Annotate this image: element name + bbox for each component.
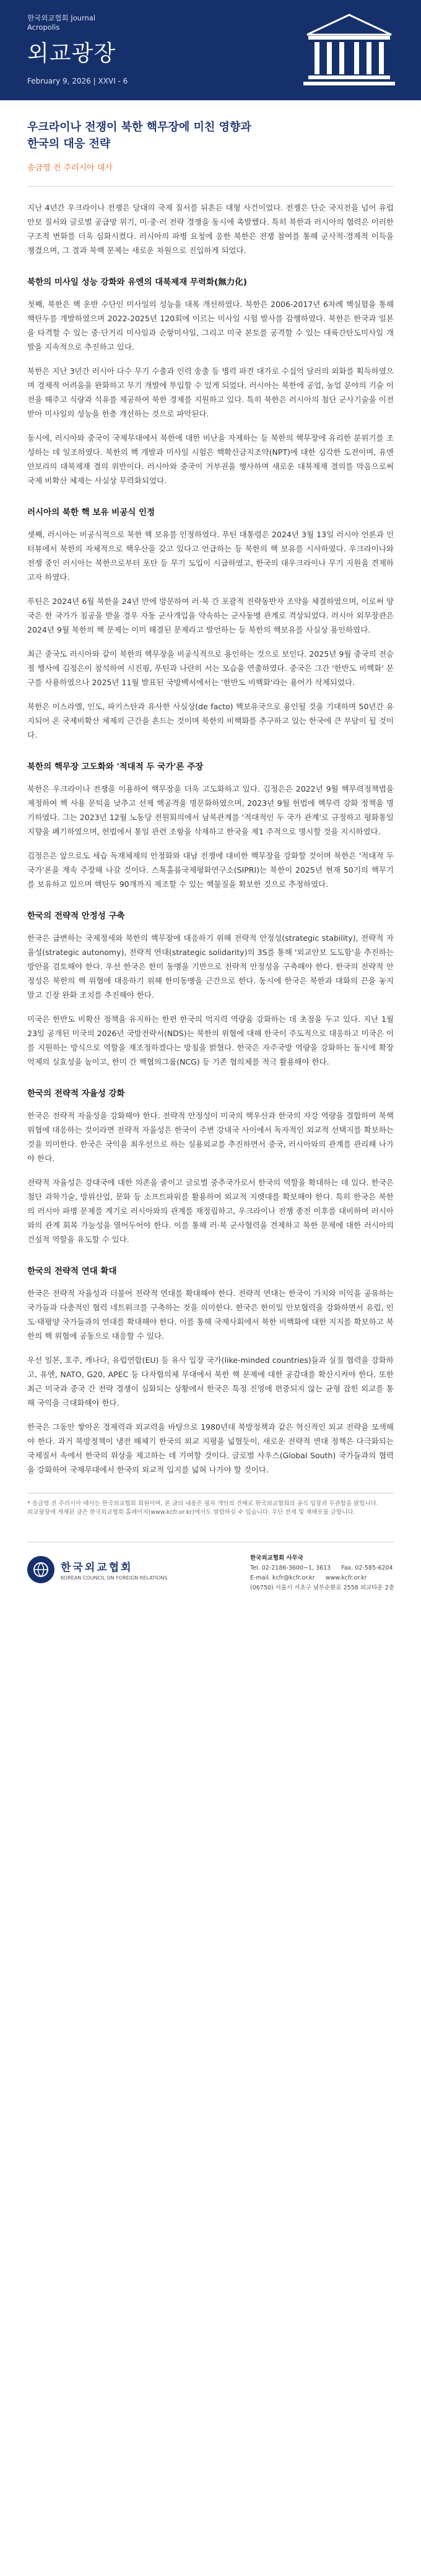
article-author: 송금영 전 주러시아 대사 xyxy=(27,163,113,173)
journal-kicker-line2: Acropolis xyxy=(27,23,60,32)
body-paragraph: 첫째, 북한은 핵 운반 수단인 미사일의 성능을 대폭 개선하였다. 북한은 2006-2017년 6차례 핵실험을 통해 핵탄두를 개발하였으며 2022-2025년 120회에 이르는 미사일 시험 발사를 감행하였다. 북한은 한국과 일본을 타격할 수 있는 중·단거리 미사일과 순항미사일, 그리고 미국 본토를 공격할 수 있는 대륙간탄도미사일 개발을 지속적으로 추진하고 있다. xyxy=(27,300,394,352)
contact-info xyxy=(250,1554,402,1593)
section-heading: 한국의 전략적 연대 확대 xyxy=(27,1266,117,1276)
journal-kicker xyxy=(27,14,95,32)
body-paragraph: 북한은 이스라엘, 인도, 파키스탄과 유사한 사실상(de facto) 핵보유국으로 용인될 것을 기대하며 50년간 유지되어 온 국제비확산 체제의 근간을 흔드는 것이며 북한의 비핵화를 추구하고 있는 한국에 큰 부담이 될 것이다. xyxy=(27,702,394,740)
body-paragraph: 최근 중국도 러시아와 같이 북한의 핵무장을 비공식적으로 용인하는 것으로 보인다. 2025년 9월 중국의 전승절 행사에 김정은이 참석하여 시진핑, 푸틴과 나란히 서는 모습을 연출하였다. 중국은 그간 '한반도 비핵화' 문구를 사용하였으나 2025년 11월 발표된 국방백서에서는 '한반도 비핵화'라는 용어가 삭제되었다. xyxy=(27,649,394,687)
body-paragraph: 푸틴은 2024년 6월 북한을 24년 만에 방문하여 러·북 간 포괄적 전략동반자 조약을 체결하였으며, 이로써 양국은 한 국가가 침공을 받을 경우 자동 군사개입을 약속하는 군사동맹 관계로 격상되었다. 러시아 외무장관은 2024년 9월 북한의 핵 문제는 이미 해결된 문제라고 발언하는 등 북한의 핵보유를 사실상 용인하였다. xyxy=(27,597,394,634)
body-paragraph: 김정은은 앞으로도 세습 독재체제의 안정화와 대남 전쟁에 대비한 핵무장을 강화할 것이며 북한은 '적대적 두 국가'론을 계속 주장해 나갈 것이다. 스톡홀름국제평화연구소(SIPRI)는 북한이 2025년 현재 50기의 핵무기를 보유하고 있으며 핵탄두 90개까지 제조할 수 있는 핵물질을 확보한 것으로 추정하였다. xyxy=(27,851,394,889)
logo-english-name: KOREAN COUNCIL ON FOREIGN RELATIONS xyxy=(61,1575,168,1581)
section-heading: 러시아의 북한 핵 보유 비공식 인정 xyxy=(27,508,155,517)
contact-fax: Fax. 02-585-6204 xyxy=(341,1565,393,1571)
contact-email[interactable]: E-mail. kcfr@kcfr.or.kr xyxy=(250,1575,315,1581)
section-heading: 북한의 핵무장 고도화와 '적대적 두 국가'론 주장 xyxy=(27,762,204,772)
acropolis-emblem-icon xyxy=(300,10,399,89)
page-footer xyxy=(27,1542,394,1590)
body-paragraph: 우선 일본, 호주, 캐나다, 유럽연합(EU) 등 유사 입장 국가(like-minded countries)들과 실질 협력을 강화하고, 유엔, NATO, G20, APEC 등 다자협의체 무대에서 북한 핵 문제에 대한 공감대를 확산시켜야 한다. 또한 최근 미국과 중국 간 전략 경쟁이 심화되는 상황에서 한국은 특정 진영에 편중되지 않는 균형 잡힌 외교를 통해 국익을 극대화해야 한다. xyxy=(27,1355,394,1407)
contact-org: 한국외교협회 사무국 xyxy=(250,1555,303,1562)
body-paragraph: 지난 4년간 우크라이나 전쟁은 당대의 국제 질서를 뒤흔든 대형 사건이었다. 전쟁은 단순 국지전을 넘어 유럽 안보 질서와 글로벌 공급망 위기, 미·중·러 전략 경쟁을 동시에 촉발했다. 특히 북한과 러시아의 협력은 이러한 구조적 변화를 더욱 심화시켰다. 러시아의 파병 요청에 응한 북한은 전쟁 참여를 통해 군사적·경제적 이득을 챙겼으며, 그 결과 북핵 문제는 새로운 차원으로 진입하게 되었다. xyxy=(27,203,394,255)
body-paragraph: 북한은 지난 3년간 러시아 다수 무기 수출과 인력 송출 등 병력 파견 대가로 수십억 달러의 외화를 획득하였으며 경제적 어려움을 완화하고 무기 개발에 투입할 수 있게 되었다. 러시아는 북한에 공업, 농업 분야의 기술 이전을 해주고 식량과 석유를 제공하여 북한 경제를 지원하고 있다. 특히 북한은 러시아의 첨단 군사기술을 이전받아 미사일의 성능을 한층 개선하는 것으로 파악된다. xyxy=(27,366,394,418)
body-paragraph: 한국은 전략적 자율성과 더불어 전략적 연대를 확대해야 한다. 전략적 연대는 한국이 가치와 이익을 공유하는 국가들과 다층적인 협력 네트워크를 구축하는 것을 의미한다. 한국은 한미일 안보협력을 강화하면서 유럽, 인도·태평양 국가들과의 연대를 확대해야 한다. 이를 통해 국제사회에서 북한 비핵화에 대한 지지를 확보하고 북한의 핵 위협에 공동으로 대응할 수 있다. xyxy=(27,1289,394,1341)
footnote: 외교광장에 게재된 글은 한국외교협회 홈페이지(www.kcfr.or.kr)에서도 열람하실 수 있습니다. 무단 전재 및 재배포를 금합니다. xyxy=(27,1509,355,1516)
contact-tel: Tel. 02-2186-3600~1, 3613 xyxy=(250,1565,331,1571)
footer-logo xyxy=(27,1556,168,1583)
contact-address: (06750) 서울시 서초구 남부순환로 2558 외교타운 2층 xyxy=(250,1584,394,1591)
article-body xyxy=(0,187,421,1477)
journal-title: 외교광장 xyxy=(27,41,116,66)
article-title-line1: 우크라이나 전쟁이 북한 핵무장에 미친 영향과 xyxy=(27,121,251,134)
journal-kicker-line1: 한국외교협회 Journal xyxy=(27,14,96,22)
body-paragraph: 미국은 한반도 비확산 정책을 유지하는 한편 한국의 억지력 역량을 강화하는 데 초점을 두고 있다. 지난 1월 23일 공개된 미국의 2026년 국방전략서(NDS)는 북한의 위협에 대해 한국이 주도적으로 대응하고 미국은 이를 지원하는 방식으로 역할을 재조정하겠다는 방침을 밝혔다. 한국은 자주국방 역량을 강화하는 동시에 확장억제의 실효성을 높이고, 한미 간 핵협의그룹(NCG) 등 기존 협의체를 적극 활용해야 한다. xyxy=(27,1014,394,1066)
issue-info: February 9, 2026 | XXVI - 6 xyxy=(27,77,128,85)
article-title-line2: 한국의 대응 전략 xyxy=(27,137,111,150)
section-heading: 한국의 전략적 안정성 구축 xyxy=(27,911,125,921)
masthead xyxy=(0,0,421,100)
logo-name: 한국외교협회 xyxy=(61,1562,133,1574)
body-paragraph: 전략적 자율성은 강대국에 대한 의존을 줄이고 글로벌 중추국가로서 한국의 역할을 확대하는 데 있다. 한국은 첨단 과학기술, 방위산업, 문화 등 소프트파워를 활용하여 외교적 지렛대를 확보해야 한다. 특히 한국은 북한의 러시아 파병 문제를 계기로 러시아와의 관계를 재정립하고, 우크라이나 전쟁 종전 이후를 대비하여 러시아와의 관계 회복 가능성을 열어두어야 한다. 이를 통해 러·북 군사협력을 견제하고 북한 문제에 대한 러시아의 건설적 역할을 유도할 수 있다. xyxy=(27,1178,394,1244)
kcfr-logo-icon xyxy=(27,1556,54,1583)
section-heading: 북한의 미사일 성능 강화와 유엔의 대북제재 무력화(無力化) xyxy=(27,277,247,287)
body-paragraph: 한국은 급변하는 국제정세와 북한의 핵무장에 대응하기 위해 전략적 안정성(strategic stability), 전략적 자율성(strategic autonomy), 전략적 연대(strategic solidarity)의 3S를 통해 '외교안보 도도함'을 추진하는 방안을 검토해야 한다. 우선 한국은 한미 동맹을 기반으로 전략적 안정성을 구축해야 한다. 한국의 전략적 안정성은 북한의 핵 위협에 대응하기 위해 한미동맹을 근간으로 한다. 동시에 한국은 북한과 대화의 끈을 놓지 말고 긴장 완화 조치를 추진해야 한다. xyxy=(27,933,394,1000)
body-paragraph: 북한은 우크라이나 전쟁을 이용하여 핵무장을 더욱 고도화하고 있다. 김정은은 2022년 9월 핵무력정책법을 제정하여 핵 사용 문턱을 낮추고 선제 핵공격을 명문화하였으며, 2023년 9월 헌법에 핵무력 강화 정책을 명기하였다. 그는 2023년 12월 노동당 전원회의에서 남북관계를 '적대적인 두 국가 관계'로 규정하고 평화통일 지향을 폐기하였으며, 헌법에서 통일 관련 조항을 삭제하고 한국을 제1 주적으로 명시할 것을 지시하였다. xyxy=(27,784,394,836)
body-paragraph: 동시에, 러시아와 중국이 국제무대에서 북한에 대한 비난을 자제하는 등 북한의 핵무장에 유리한 분위기를 조성하는 데 일조하였다. 북한의 핵 개발과 미사일 시험은 핵확산금지조약(NPT)에 대한 심각한 도전이며, 유엔안보리의 대북제재 결의 위반이다. 러시아와 중국이 거부권을 행사하며 새로운 대북제재 결의를 막음으로써 국제 비확산 체제는 사실상 무력화되었다. xyxy=(27,433,394,485)
article-title xyxy=(27,119,394,152)
footnote: * 송금영 전 주러시아 대사는 한국외교협회 회원이며, 본 글의 내용은 필자 개인의 견해로 한국외교협회의 공식 입장과 무관함을 밝힙니다. xyxy=(27,1500,378,1507)
contact-web[interactable]: www.kcfr.or.kr xyxy=(325,1575,367,1581)
article-header xyxy=(0,100,421,173)
section-heading: 한국의 전략적 자율성 강화 xyxy=(27,1089,125,1099)
body-paragraph: 한국은 전략적 자율성을 강화해야 한다. 전략적 안정성이 미국의 핵우산과 한국의 자강 역량을 결합하여 북핵 위협에 대응하는 것이라면 전략적 자율성은 한국이 주변 강대국 사이에서 독자적인 외교적 선택지를 확보하는 것을 의미한다. 한국은 국익을 최우선으로 하는 실용외교를 추진하면서 중국, 러시아와의 관계를 관리해 나가야 한다. xyxy=(27,1111,394,1163)
body-paragraph: 한국은 그동안 쌓아온 경제력과 외교력을 바탕으로 1980년대 북방정책과 같은 혁신적인 외교 전략을 모색해야 한다. 과거 북방정책이 냉전 해체기 한국의 외교 지평을 넓혔듯이, 새로운 전략적 연대 정책은 다극화되는 국제질서 속에서 한국의 위상을 제고하는 데 기여할 것이다. 글로벌 사우스(Global South) 국가들과의 협력을 강화하여 국제무대에서 한국의 외교적 입지를 넓혀 나가야 할 것이다. xyxy=(27,1422,394,1474)
footnotes xyxy=(27,1493,394,1517)
body-paragraph: 셋째, 러시아는 비공식적으로 북한 핵 보유를 인정하였다. 푸틴 대통령은 2024년 3월 13일 러시아 언론과 인터뷰에서 북한의 자체적으로 핵우산을 갖고 있다고 언급하는 등 북한의 핵 보유를 시사하였다. 우크라이나와 전쟁 중인 러시아는 북한으로부터 포탄 등 무기 도입이 시급하였고, 한국의 대우크라이나 무기 지원을 견제하고자 하였다. xyxy=(27,530,394,582)
